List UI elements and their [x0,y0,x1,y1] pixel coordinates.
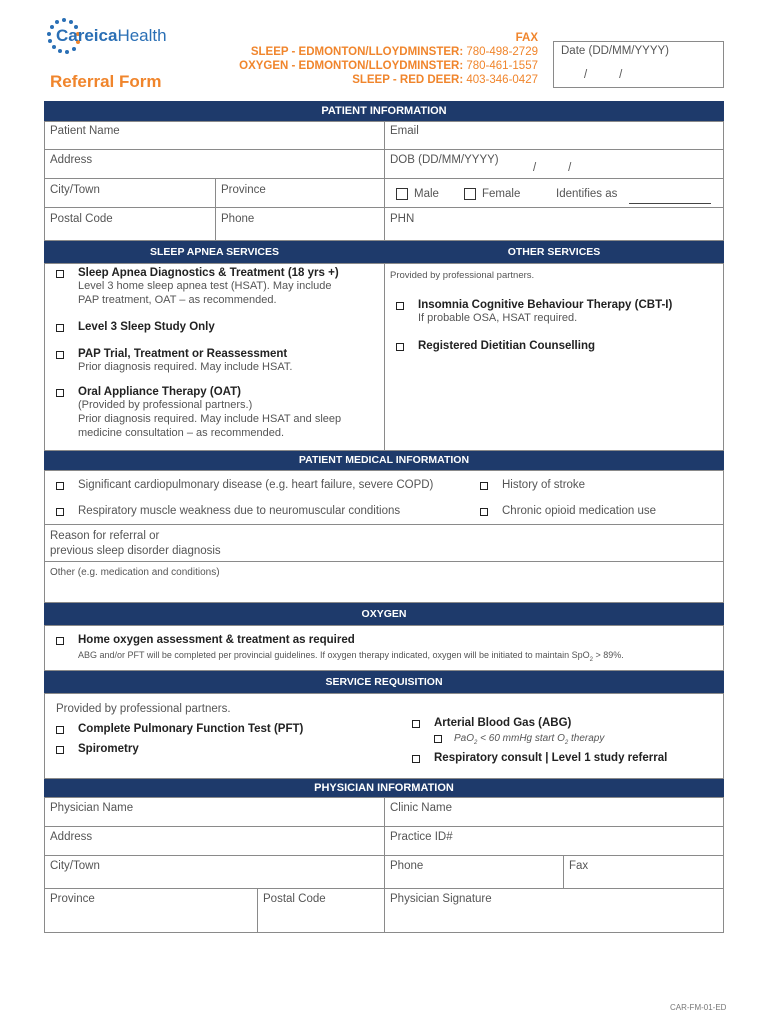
pft-label: Complete Pulmonary Function Test (PFT) [78,723,304,735]
requisition-box [44,693,724,779]
opioid-checkbox[interactable] [480,508,488,516]
gender-field [384,178,724,208]
male-label: Male [414,188,439,200]
form-title: Referral Form [50,72,162,91]
patient-info-heading: PATIENT INFORMATION [44,101,724,121]
date-slashes: / / [584,69,623,81]
physician-city-field[interactable]: City/Town [44,855,385,889]
identifies-label: Identifies as [556,188,618,200]
logo-suffix: Health [117,26,167,45]
male-checkbox[interactable] [396,188,408,200]
logo-brand: Careica [56,26,118,45]
other-medical-field[interactable]: Other (e.g. medication and conditions) [44,561,724,603]
physician-postal-field[interactable]: Postal Code [257,888,385,933]
medical-info-heading: PATIENT MEDICAL INFORMATION [44,451,724,470]
oxygen-box [44,625,724,671]
pao2-checkbox[interactable] [434,735,442,743]
dietitian-item: Registered Dietitian Counselling [418,340,595,352]
practice-id-field[interactable]: Practice ID# [384,826,724,856]
oxygen-note: ABG and/or PFT will be completed per provincial guidelines. If oxygen therapy indicated, oxygen will be initiated to maintain SpO$_2$ > 89%. [78,650,624,663]
reason-field[interactable]: Reason for referral or previous sleep disorder diagnosis [44,524,724,562]
sleep-diagnostics-item: Sleep Apnea Diagnostics & Treatment (18 yrs +) Level 3 home sleep apnea test (HSAT). May include PAP treatment, OAT – as recommended. [78,267,339,306]
level3-study-item: Level 3 Sleep Study Only [78,321,215,333]
physician-province-field[interactable]: Province [44,888,258,933]
date-label: Date (DD/MM/YYYY) [561,45,669,57]
abg-label: Arterial Blood Gas (ABG) [434,717,572,729]
dietitian-checkbox[interactable] [396,343,404,351]
cardiopulmonary-label: Significant cardiopulmonary disease (e.g. heart failure, severe COPD) [78,479,434,491]
pft-checkbox[interactable] [56,726,64,734]
sleep-apnea-heading: SLEEP APNEA SERVICES [44,241,385,263]
requisition-note: Provided by professional partners. [56,703,231,715]
pap-trial-item: PAP Trial, Treatment or Reassessment Prior diagnosis required. May include HSAT. [78,348,293,373]
fax-heading: FAX [515,32,538,44]
date-field[interactable] [553,41,724,88]
fax-line-3: SLEEP - RED DEER: 403-346-0427 [352,74,538,86]
physician-phone-field[interactable]: Phone [384,855,564,889]
cardiopulmonary-checkbox[interactable] [56,482,64,490]
clinic-name-field[interactable]: Clinic Name [384,797,724,827]
phn-field[interactable]: PHN [384,207,724,241]
postal-field[interactable]: Postal Code [44,207,216,241]
cbt-i-checkbox[interactable] [396,302,404,310]
female-label: Female [482,188,521,200]
physician-name-field[interactable]: Physician Name [44,797,385,827]
home-oxygen-checkbox[interactable] [56,637,64,645]
oat-item: Oral Appliance Therapy (OAT) (Provided by professional partners.) Prior diagnosis required. May include HSAT and sleep medicine consultation – as recommended. [78,386,342,439]
pao2-label: PaO$_2$ < 60 mmHg start $O_2$ therapy [454,733,605,746]
fax-line-2: OXYGEN - EDMONTON/LLOYDMINSTER: 780-461-1557 [239,60,538,72]
neuromuscular-checkbox[interactable] [56,508,64,516]
email-field[interactable]: Email [384,121,724,150]
fax-line-1: SLEEP - EDMONTON/LLOYDMINSTER: 780-498-2729 [250,46,538,58]
oat-checkbox[interactable] [56,389,64,397]
respiratory-consult-label: Respiratory consult | Level 1 study referral [434,752,668,764]
phone-field[interactable]: Phone [215,207,385,241]
physician-fax-field[interactable]: Fax [563,855,724,889]
logo [44,16,174,56]
spirometry-checkbox[interactable] [56,746,64,754]
stroke-checkbox[interactable] [480,482,488,490]
physician-info-heading: PHYSICIAN INFORMATION [44,779,724,798]
other-services-note: Provided by professional partners. [390,270,535,281]
oxygen-heading: OXYGEN [44,603,724,625]
respiratory-consult-checkbox[interactable] [412,755,420,763]
city-field[interactable]: City/Town [44,178,216,208]
address-field[interactable]: Address [44,149,385,179]
patient-name-field[interactable]: Patient Name [44,121,385,150]
province-field[interactable]: Province [215,178,385,208]
dob-field[interactable]: DOB (DD/MM/YYYY) / / [384,149,724,179]
pap-trial-checkbox[interactable] [56,351,64,359]
female-checkbox[interactable] [464,188,476,200]
fax-block [180,31,538,87]
requisition-heading: SERVICE REQUISITION [44,671,724,693]
neuromuscular-label: Respiratory muscle weakness due to neuromuscular conditions [78,505,401,517]
sleep-diagnostics-checkbox[interactable] [56,270,64,278]
sleep-apnea-box [44,263,385,451]
form-code: CAR-FM-01-ED [670,1003,727,1012]
identifies-line[interactable] [629,203,711,204]
other-services-heading: OTHER SERVICES [384,241,724,263]
level3-study-checkbox[interactable] [56,324,64,332]
physician-address-field[interactable]: Address [44,826,385,856]
medical-checklist-box [44,470,724,525]
other-services-box [384,263,724,451]
spirometry-label: Spirometry [78,743,139,755]
stroke-label: History of stroke [502,479,586,491]
abg-checkbox[interactable] [412,720,420,728]
physician-signature-field[interactable]: Physician Signature [384,888,724,933]
opioid-label: Chronic opioid medication use [502,505,657,517]
home-oxygen-label: Home oxygen assessment & treatment as required [78,634,355,646]
cbt-i-item: Insomnia Cognitive Behaviour Therapy (CBT-I) If probable OSA, HSAT required. [418,299,673,324]
